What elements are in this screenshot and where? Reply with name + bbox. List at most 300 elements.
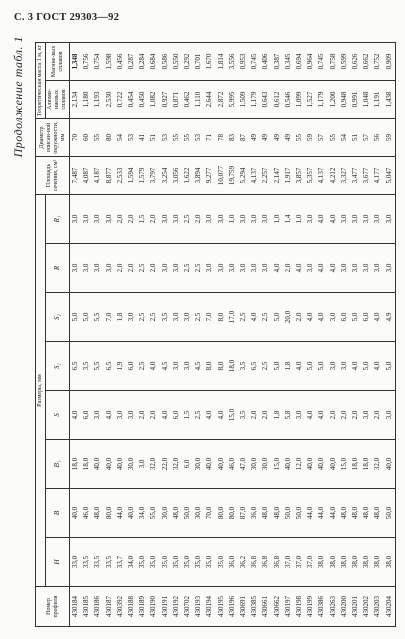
row-value-cell: 5,0 <box>384 342 396 391</box>
header-r1: R₁ <box>46 195 70 244</box>
row-value-cell: 0,754 <box>92 43 103 81</box>
row-value-cell: 3,0 <box>361 195 372 244</box>
row-value-cell: 6,0 <box>171 391 182 440</box>
row-value-cell: 0,292 <box>182 43 193 81</box>
row-profile-cell: 430204 <box>384 587 396 627</box>
row-value-cell: 1,200 <box>328 81 339 119</box>
row-value-cell: 38,0 <box>328 538 339 587</box>
row-value-cell: 2,5 <box>182 244 193 293</box>
row-profile-cell: 430186 <box>92 587 103 627</box>
row-value-cell: 7,0 <box>204 293 215 342</box>
row-value-cell: 0,612 <box>272 81 283 119</box>
row-value-cell: 0,927 <box>160 81 171 119</box>
row-value-cell: 5,0 <box>305 342 316 391</box>
row-value-cell: 0,701 <box>193 43 204 81</box>
row-value-cell: 3,477 <box>350 157 361 195</box>
row-value-cell: 0,756 <box>81 43 92 81</box>
row-value-cell: 4,0 <box>70 391 82 440</box>
row-value-cell: 1,5 <box>137 195 148 244</box>
row-value-cell: 2,5 <box>137 244 148 293</box>
row-value-cell: 3,0 <box>249 244 260 293</box>
row-value-cell: 2,0 <box>328 391 339 440</box>
row-value-cell: 0,586 <box>160 43 171 81</box>
row-value-cell: 35,0 <box>160 538 171 587</box>
row-value-cell: 3,0 <box>115 391 126 440</box>
row-value-cell: 4,0 <box>294 244 305 293</box>
row-value-cell: 0,454 <box>126 81 137 119</box>
row-value-cell: 54 <box>115 119 126 157</box>
row-value-cell: 2,0 <box>115 244 126 293</box>
row-value-cell: 3,0 <box>171 342 182 391</box>
row-value-cell: 38,0 <box>384 538 396 587</box>
row-value-cell: 18,0 <box>227 342 238 391</box>
row-value-cell: 1,048 <box>361 81 372 119</box>
table-row <box>384 43 396 627</box>
row-value-cell: 15,0 <box>339 440 350 489</box>
row-value-cell: 3,0 <box>328 342 339 391</box>
row-profile-cell: 430191 <box>160 587 171 627</box>
row-value-cell: 3,0 <box>249 195 260 244</box>
row-value-cell: 4,0 <box>328 195 339 244</box>
row-value-cell: 3,0 <box>126 293 137 342</box>
row-value-cell: 35,0 <box>137 538 148 587</box>
row-value-cell: 2,147 <box>272 157 283 195</box>
row-value-cell: 15,0 <box>227 391 238 440</box>
table-row <box>227 43 238 627</box>
row-value-cell: 2,872 <box>216 81 227 119</box>
row-value-cell: 3,0 <box>171 293 182 342</box>
row-value-cell: 53 <box>160 119 171 157</box>
row-value-cell: 40,0 <box>328 440 339 489</box>
header-r: R <box>46 244 70 293</box>
row-value-cell: 2,0 <box>148 195 159 244</box>
row-value-cell: 2,5 <box>193 244 204 293</box>
row-profile-cell: 430201 <box>350 587 361 627</box>
row-value-cell: 3,0 <box>182 342 193 391</box>
row-value-cell: 2,0 <box>193 195 204 244</box>
row-value-cell: 3,0 <box>384 195 396 244</box>
row-value-cell: 3,677 <box>361 157 372 195</box>
row-value-cell: 34,0 <box>126 538 137 587</box>
row-value-cell: 4,212 <box>328 157 339 195</box>
header-b: B <box>46 489 70 538</box>
row-value-cell: 30,0 <box>193 440 204 489</box>
table-row <box>361 43 372 627</box>
table-row <box>182 43 193 627</box>
table-row <box>272 43 283 627</box>
row-value-cell: 3,0 <box>216 195 227 244</box>
row-value-cell: 35,0 <box>216 538 227 587</box>
header-aluminum: Алюми-ниевых сплавов <box>46 81 70 119</box>
row-value-cell: 37,0 <box>283 538 294 587</box>
table-row <box>372 43 383 627</box>
row-value-cell: 36,8 <box>260 538 271 587</box>
row-value-cell: 4,087 <box>81 157 92 195</box>
row-value-cell: 30,0 <box>160 489 171 538</box>
row-value-cell: 3,0 <box>260 244 271 293</box>
row-value-cell: 2,5 <box>182 195 193 244</box>
row-profile-cell: 430198 <box>294 587 305 627</box>
row-value-cell: 5,047 <box>384 157 396 195</box>
row-value-cell: 51 <box>350 119 361 157</box>
row-value-cell: 55 <box>294 119 305 157</box>
row-value-cell: 2,0 <box>115 195 126 244</box>
row-value-cell: 1,438 <box>384 81 396 119</box>
row-profile-cell: 430202 <box>361 587 372 627</box>
row-value-cell: 0,909 <box>384 43 396 81</box>
row-value-cell: 3,254 <box>160 157 171 195</box>
row-value-cell: 0,953 <box>238 43 249 81</box>
row-value-cell: 2,5 <box>260 293 271 342</box>
row-value-cell: 2,0 <box>372 391 383 440</box>
row-value-cell: 3,0 <box>92 244 103 293</box>
row-value-cell: 0,991 <box>350 81 361 119</box>
row-value-cell: 60 <box>81 119 92 157</box>
row-value-cell: 1,814 <box>216 43 227 81</box>
row-value-cell: 3,0 <box>350 244 361 293</box>
row-profile-cell: 430392 <box>115 587 126 627</box>
row-value-cell: 49 <box>272 119 283 157</box>
row-value-cell: 46,0 <box>227 440 238 489</box>
row-value-cell: 4,0 <box>372 293 383 342</box>
row-value-cell: 35,0 <box>171 538 182 587</box>
row-value-cell: 1,0 <box>272 195 283 244</box>
row-value-cell: 3,0 <box>372 195 383 244</box>
row-value-cell: 36,8 <box>272 538 283 587</box>
table-caption: Продолжение табл. 1 <box>11 36 25 158</box>
table-row <box>249 43 260 627</box>
row-value-cell: 4,187 <box>92 157 103 195</box>
row-value-cell: 0,550 <box>171 43 182 81</box>
table-row <box>171 43 182 627</box>
row-value-cell: 3,0 <box>227 244 238 293</box>
row-value-cell: 0,626 <box>350 43 361 81</box>
row-value-cell: 5,0 <box>272 342 283 391</box>
row-value-cell: 0,662 <box>361 43 372 81</box>
header-b1: B₁ <box>46 440 70 489</box>
row-value-cell: 0,599 <box>339 43 350 81</box>
row-value-cell: 3,5 <box>81 342 92 391</box>
row-value-cell: 3,056 <box>171 157 182 195</box>
row-value-cell: 3,0 <box>171 244 182 293</box>
row-value-cell: 87 <box>238 119 249 157</box>
row-value-cell: 0,722 <box>115 81 126 119</box>
row-value-cell: 5,0 <box>350 293 361 342</box>
row-value-cell: 2,257 <box>260 157 271 195</box>
row-value-cell: 80,0 <box>227 489 238 538</box>
row-value-cell: 1,622 <box>182 157 193 195</box>
table-row <box>328 43 339 627</box>
row-value-cell: 40,0 <box>115 440 126 489</box>
header-magnesium: Магние-вых сплавов <box>46 43 70 81</box>
row-value-cell: 46,0 <box>81 489 92 538</box>
row-value-cell: 3,0 <box>339 342 350 391</box>
row-value-cell: 4,0 <box>216 391 227 440</box>
row-value-cell: 5,5 <box>92 342 103 391</box>
row-value-cell: 40,0 <box>204 440 215 489</box>
row-value-cell: 55 <box>171 119 182 157</box>
row-value-cell: 1,5 <box>182 391 193 440</box>
row-value-cell: 48,0 <box>350 489 361 538</box>
row-value-cell: 15,0 <box>272 440 283 489</box>
table-row <box>294 43 305 627</box>
row-value-cell: 1,917 <box>283 157 294 195</box>
row-profile-cell: 430188 <box>126 587 137 627</box>
row-value-cell: 3,0 <box>70 195 82 244</box>
row-value-cell: 3,556 <box>227 43 238 81</box>
row-value-cell: 2,0 <box>350 391 361 440</box>
table-row <box>204 43 215 627</box>
row-value-cell: 1,180 <box>81 81 92 119</box>
row-value-cell: 53 <box>126 119 137 157</box>
row-value-cell: 70 <box>70 119 82 157</box>
row-value-cell: 3,0 <box>305 195 316 244</box>
row-profile-cell: 430263 <box>328 587 339 627</box>
row-value-cell: 2,5 <box>137 293 148 342</box>
row-value-cell: 4,0 <box>294 342 305 391</box>
row-value-cell: 37,0 <box>294 538 305 587</box>
row-value-cell: 3,797 <box>148 157 159 195</box>
row-value-cell: 1,594 <box>126 157 137 195</box>
row-value-cell: 5,0 <box>361 342 372 391</box>
row-value-cell: 19,759 <box>227 157 238 195</box>
row-value-cell: 5,8 <box>283 391 294 440</box>
row-value-cell: 59 <box>305 119 316 157</box>
row-value-cell: 7,0 <box>104 293 115 342</box>
row-value-cell: 4,0 <box>160 391 171 440</box>
table-row <box>238 43 249 627</box>
row-profile-cell: 430691 <box>238 587 249 627</box>
row-value-cell: 1,179 <box>316 81 327 119</box>
row-value-cell: 3,0 <box>126 391 137 440</box>
row-value-cell: 3,0 <box>104 195 115 244</box>
row-value-cell: 78 <box>216 119 227 157</box>
row-value-cell: 0,684 <box>148 43 159 81</box>
row-value-cell: 50,0 <box>283 489 294 538</box>
row-value-cell: 0,406 <box>260 43 271 81</box>
row-profile-cell: 430385 <box>249 587 260 627</box>
row-value-cell: 87,0 <box>238 489 249 538</box>
row-profile-cell: 430185 <box>81 587 92 627</box>
row-value-cell: 3,0 <box>137 440 148 489</box>
row-value-cell: 1,670 <box>204 43 215 81</box>
table-row <box>350 43 361 627</box>
row-value-cell: 4,9 <box>384 293 396 342</box>
row-value-cell: 30,0 <box>249 440 260 489</box>
row-value-cell: 3,0 <box>81 244 92 293</box>
header-dimensions: Размеры, мм <box>36 195 46 587</box>
row-value-cell: 49 <box>260 119 271 157</box>
row-value-cell: 6,0 <box>81 391 92 440</box>
table-row <box>148 43 159 627</box>
header-diameter: Диаметр описан-ной окружности, мм <box>36 119 70 157</box>
row-value-cell: 3,0 <box>81 195 92 244</box>
row-value-cell: 55,0 <box>148 489 159 538</box>
row-value-cell: 8,0 <box>204 342 215 391</box>
row-value-cell: 3,0 <box>160 195 171 244</box>
row-value-cell: 20,0 <box>283 293 294 342</box>
row-value-cell: 18,0 <box>81 440 92 489</box>
row-value-cell: 1,193 <box>92 81 103 119</box>
row-value-cell: 4,0 <box>305 293 316 342</box>
row-value-cell: 6,0 <box>126 342 137 391</box>
row-value-cell: 2,5 <box>137 342 148 391</box>
row-value-cell: 80,0 <box>216 489 227 538</box>
header-s2: S₂ <box>46 293 70 342</box>
row-value-cell: 4,0 <box>350 342 361 391</box>
profile-table <box>35 42 396 627</box>
row-value-cell: 44,0 <box>328 489 339 538</box>
row-value-cell: 3,0 <box>350 195 361 244</box>
row-value-cell: 3,0 <box>305 244 316 293</box>
row-value-cell: 4,0 <box>372 342 383 391</box>
row-value-cell: 1,8 <box>272 391 283 440</box>
row-value-cell: 5,0 <box>81 293 92 342</box>
row-value-cell: 3,0 <box>92 391 103 440</box>
row-value-cell: 40,0 <box>104 440 115 489</box>
row-value-cell: 40,0 <box>316 440 327 489</box>
row-profile-cell: 430200 <box>339 587 350 627</box>
row-value-cell: 0,871 <box>171 81 182 119</box>
row-value-cell: 4,5 <box>160 342 171 391</box>
row-value-cell: 37,0 <box>305 538 316 587</box>
row-value-cell: 33,7 <box>115 538 126 587</box>
row-value-cell: 8,0 <box>216 342 227 391</box>
header-s: S <box>46 391 70 440</box>
row-value-cell: 3,5 <box>160 293 171 342</box>
row-value-cell: 40,0 <box>70 489 82 538</box>
row-value-cell: 2,0 <box>137 391 148 440</box>
row-value-cell: 1,9 <box>115 342 126 391</box>
row-value-cell: 3,0 <box>160 244 171 293</box>
row-value-cell: 36,8 <box>249 538 260 587</box>
table-row <box>115 43 126 627</box>
header-h: H <box>46 538 70 587</box>
row-value-cell: 33,5 <box>92 538 103 587</box>
row-value-cell: 1,110 <box>193 81 204 119</box>
row-value-cell: 57 <box>361 119 372 157</box>
row-value-cell: 30,0 <box>126 440 137 489</box>
row-value-cell: 1,082 <box>148 81 159 119</box>
row-value-cell: 2,5 <box>193 293 204 342</box>
row-value-cell: 48,0 <box>92 489 103 538</box>
row-value-cell: 2,644 <box>204 81 215 119</box>
row-value-cell: 0,745 <box>316 43 327 81</box>
row-value-cell: 4,0 <box>204 391 215 440</box>
row-value-cell: 4,0 <box>104 391 115 440</box>
row-value-cell: 4,0 <box>316 244 327 293</box>
row-value-cell: 0,450 <box>137 81 148 119</box>
row-value-cell: 3,0 <box>384 391 396 440</box>
row-value-cell: 6,5 <box>104 342 115 391</box>
row-value-cell: 6,5 <box>249 342 260 391</box>
row-value-cell: 1,179 <box>249 81 260 119</box>
row-value-cell: 51 <box>148 119 159 157</box>
row-profile-cell: 430192 <box>171 587 182 627</box>
row-value-cell: 44,0 <box>305 489 316 538</box>
table-row <box>216 43 227 627</box>
row-value-cell: 57 <box>316 119 327 157</box>
row-profile-cell: 430184 <box>70 587 82 627</box>
row-value-cell: 35,0 <box>182 538 193 587</box>
row-value-cell: 4,137 <box>249 157 260 195</box>
row-value-cell: 30,0 <box>260 440 271 489</box>
row-value-cell: 54 <box>339 119 350 157</box>
row-value-cell: 36,0 <box>227 538 238 587</box>
row-value-cell: 3,0 <box>238 244 249 293</box>
row-value-cell: 17,0 <box>227 293 238 342</box>
table-row <box>104 43 115 627</box>
row-value-cell: 4,0 <box>316 195 327 244</box>
row-value-cell: 0,387 <box>272 43 283 81</box>
row-profile-cell: 430702 <box>182 587 193 627</box>
row-profile-cell: 430661 <box>260 587 271 627</box>
row-value-cell: 2,530 <box>104 81 115 119</box>
row-value-cell: 2,134 <box>70 81 82 119</box>
row-value-cell: 49 <box>283 119 294 157</box>
row-value-cell: 2,5 <box>193 391 204 440</box>
row-value-cell: 2,0 <box>339 391 350 440</box>
row-value-cell: 0,758 <box>328 43 339 81</box>
row-value-cell: 3,0 <box>339 195 350 244</box>
row-value-cell: 47,0 <box>238 440 249 489</box>
row-value-cell: 50,0 <box>182 489 193 538</box>
row-value-cell: 3,327 <box>339 157 350 195</box>
table-row <box>193 43 204 627</box>
row-value-cell: 3,0 <box>328 293 339 342</box>
row-value-cell: 1,0 <box>227 195 238 244</box>
row-value-cell: 48,0 <box>361 489 372 538</box>
row-value-cell: 1,191 <box>372 81 383 119</box>
row-value-cell: 40,0 <box>283 440 294 489</box>
row-value-cell: 55 <box>182 119 193 157</box>
row-value-cell: 5,5 <box>92 293 103 342</box>
row-value-cell: 56 <box>372 119 383 157</box>
row-value-cell: 18,0 <box>361 440 372 489</box>
row-value-cell: 1,527 <box>305 81 316 119</box>
row-profile-cell: 430195 <box>216 587 227 627</box>
row-value-cell: 3,0 <box>216 244 227 293</box>
row-profile-cell: 430194 <box>204 587 215 627</box>
row-value-cell: 0,284 <box>137 43 148 81</box>
row-value-cell: 32,0 <box>171 440 182 489</box>
row-profile-cell: 430662 <box>272 587 283 627</box>
row-value-cell: 1,8 <box>115 293 126 342</box>
row-profile-cell: 430187 <box>104 587 115 627</box>
header-s1: S₁ <box>46 342 70 391</box>
row-value-cell: 33,5 <box>104 538 115 587</box>
row-value-cell: 38,0 <box>350 538 361 587</box>
row-value-cell: 18,0 <box>350 440 361 489</box>
row-value-cell: 71 <box>204 119 215 157</box>
row-value-cell: 2,533 <box>115 157 126 195</box>
row-value-cell: 44,0 <box>115 489 126 538</box>
row-value-cell: 0,345 <box>283 43 294 81</box>
row-value-cell: 36,2 <box>238 538 249 587</box>
row-value-cell: 3,0 <box>260 195 271 244</box>
row-value-cell: 48,0 <box>260 489 271 538</box>
row-value-cell: 3,0 <box>361 244 372 293</box>
row-value-cell: 1,4 <box>283 195 294 244</box>
row-value-cell: 1,8 <box>283 342 294 391</box>
row-value-cell: 4,0 <box>272 244 283 293</box>
row-value-cell: 5,0 <box>316 342 327 391</box>
row-value-cell: 50,0 <box>294 489 305 538</box>
row-value-cell: 49 <box>249 119 260 157</box>
row-profile-cell: 430386 <box>316 587 327 627</box>
row-value-cell: 48,0 <box>372 489 383 538</box>
row-value-cell: 6,0 <box>361 293 372 342</box>
